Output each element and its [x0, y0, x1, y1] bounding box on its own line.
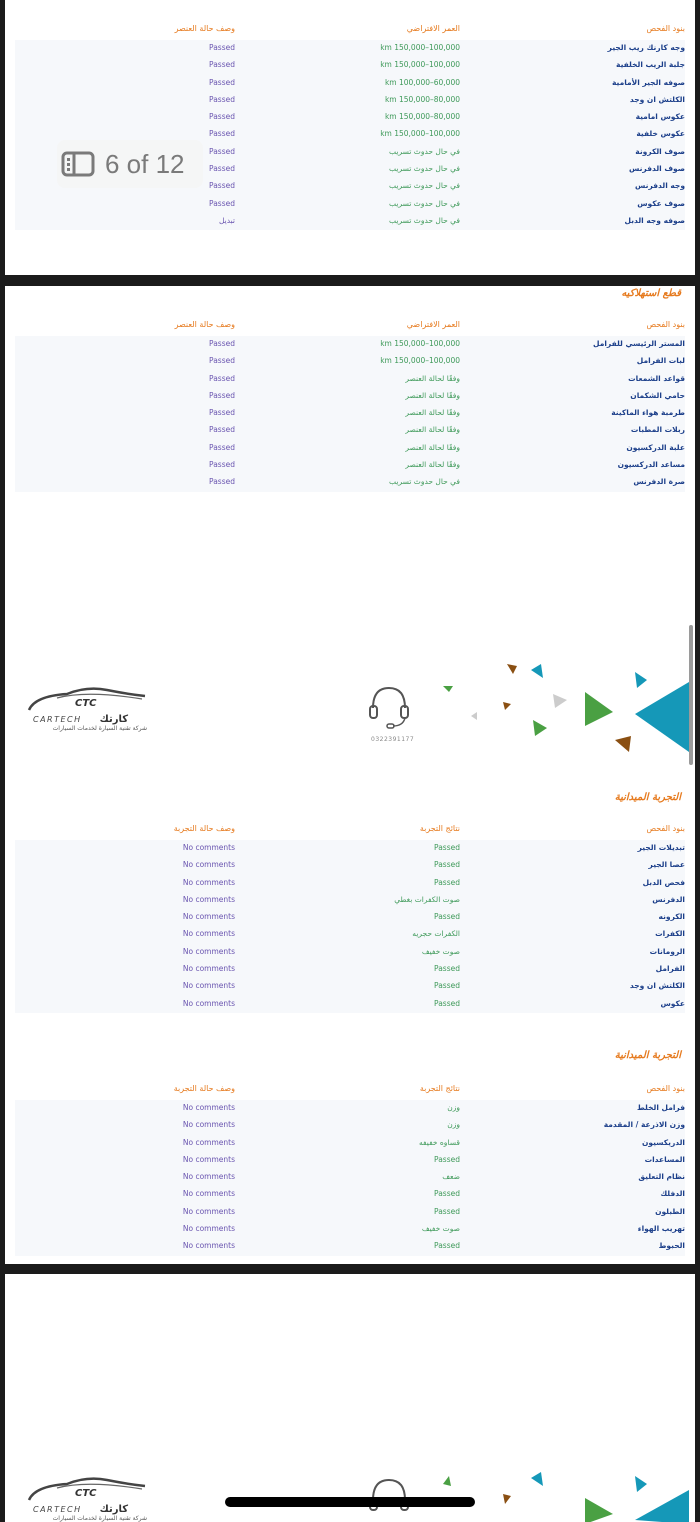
cell-status: No comments	[182, 998, 235, 1008]
cell-status: Passed	[209, 43, 235, 52]
header-item: بنود الفحص	[646, 24, 685, 33]
cell-item: الكرونه	[658, 912, 685, 922]
header-item: بنود الفحص	[646, 320, 685, 329]
cell-result: Passed	[434, 964, 460, 974]
cell-result: Passed	[434, 912, 460, 922]
cell-item: صوفه الجير الأمامية	[611, 77, 685, 87]
table-row	[15, 422, 685, 439]
cell-result: Passed	[434, 877, 460, 887]
cell-result: وزن	[447, 1103, 460, 1112]
cell-item: الدفرنس	[652, 894, 685, 904]
cell-item: صرة الدفرنس	[633, 477, 685, 487]
cell-item: الفرامل	[655, 964, 685, 974]
cell-life: km 150,000–100,000	[380, 129, 460, 139]
table-body	[15, 336, 685, 492]
cell-item: الطبلون	[655, 1206, 685, 1216]
cartech-logo	[27, 1474, 147, 1522]
cell-status: Passed	[209, 408, 235, 418]
table-row	[15, 1169, 685, 1186]
cell-status: No comments	[182, 981, 235, 991]
table-row	[15, 213, 685, 230]
table-header	[15, 1082, 685, 1100]
cell-life: وفقًا لحالة العنصر	[405, 408, 460, 418]
table-row	[15, 840, 685, 857]
cell-life: km 100,000–60,000	[384, 77, 460, 87]
table-row	[15, 57, 685, 74]
table-row	[15, 1100, 685, 1117]
cell-status: Passed	[209, 425, 235, 435]
header-item: بنود الفحص	[646, 824, 685, 833]
cell-item: عكوس خلفية	[636, 129, 685, 139]
cell-status: No comments	[182, 1206, 235, 1216]
page-indicator-label: 6 of 12	[105, 148, 185, 179]
cell-status: Passed	[209, 77, 235, 87]
header-part-status: وصف حالة العنصر	[174, 24, 235, 33]
cell-result: Passed	[434, 1154, 460, 1164]
cell-item: المستر الرئيسي للفرامل	[593, 339, 685, 348]
table-row	[15, 1117, 685, 1134]
cell-status: No comments	[182, 843, 235, 852]
cell-life: وفقًا لحالة العنصر	[405, 425, 460, 435]
table-row	[15, 996, 685, 1013]
cell-item: صوفه وجه الدبل	[624, 215, 685, 225]
header-test-status: وصف حالة التجربة	[173, 1084, 235, 1093]
table-row	[15, 1221, 685, 1238]
inspection-table-1	[15, 22, 685, 230]
table-row	[15, 1186, 685, 1203]
table-header	[15, 822, 685, 840]
cell-life: في حال حدوث تسريب	[389, 146, 460, 156]
report-page-1	[5, 0, 695, 275]
cell-result: Passed	[434, 981, 460, 991]
section-title-consumables: قطع استهلاكيه	[621, 288, 681, 299]
cell-item: الحبوط	[658, 1241, 685, 1251]
cell-result: Passed	[434, 860, 460, 870]
home-indicator[interactable]	[225, 1497, 475, 1507]
cell-status: No comments	[182, 877, 235, 887]
cell-item: تبديلات الجير	[637, 843, 685, 852]
decorative-triangles	[435, 1464, 695, 1522]
header-part-status: وصف حالة العنصر	[174, 320, 235, 329]
cell-result: صوت خفيف	[421, 946, 460, 956]
headset-icon	[365, 682, 413, 730]
cell-item: علبة الدركسيون	[626, 442, 685, 452]
cell-status: Passed	[209, 442, 235, 452]
table-row	[15, 196, 685, 213]
cell-life: وفقًا لحالة العنصر	[405, 442, 460, 452]
table-row	[15, 857, 685, 874]
cell-status: Passed	[209, 112, 235, 122]
cell-item: الرومانات	[649, 946, 685, 956]
report-page-2	[5, 286, 695, 1264]
cell-life: في حال حدوث تسريب	[389, 215, 460, 225]
table-row	[15, 474, 685, 491]
cell-life: في حال حدوث تسريب	[389, 477, 460, 487]
header-test-result: نتائج التجربة	[419, 1084, 460, 1093]
table-row	[15, 109, 685, 126]
cell-status: Passed	[209, 129, 235, 139]
cell-item: حامي الشكمان	[630, 390, 685, 400]
cell-item: عكوس	[660, 998, 685, 1008]
support-phone: 0322391177	[371, 736, 415, 743]
cell-item: صوف الكرونة	[635, 146, 685, 156]
cell-status: Passed	[209, 94, 235, 104]
header-expected-life: العمر الافتراضي	[406, 320, 460, 329]
cell-result: Passed	[434, 1189, 460, 1199]
cell-result: ضعف	[442, 1172, 460, 1182]
cell-item: ربلات المطبات	[630, 425, 685, 435]
table-row	[15, 944, 685, 961]
cell-status: No comments	[182, 1154, 235, 1164]
cell-result: قساوه خفيفه	[418, 1137, 460, 1147]
cell-status: No comments	[182, 1224, 235, 1234]
table-row	[15, 926, 685, 943]
report-page-3	[5, 1274, 695, 1522]
table-row	[15, 1135, 685, 1152]
cell-item: فحص الدبل	[642, 877, 685, 887]
cell-status: No comments	[182, 964, 235, 974]
cell-item: الكلتش ان وجد	[629, 981, 685, 991]
cell-item: جلبة الريب الخلفية	[616, 60, 685, 70]
cell-item: عصا الجير	[648, 860, 685, 870]
decorative-triangles	[435, 656, 695, 756]
cell-item: فرامل الخلط	[637, 1103, 685, 1112]
table-row	[15, 457, 685, 474]
cell-status: Passed	[209, 460, 235, 470]
cell-result: وزن	[447, 1120, 460, 1130]
header-item: بنود الفحص	[646, 1084, 685, 1093]
cell-result: صوت الكفرات بغطي	[394, 894, 460, 904]
cell-life: km 150,000–100,000	[380, 43, 460, 52]
table-row	[15, 875, 685, 892]
cell-item: قواعد الشمعات	[628, 373, 685, 383]
table-row	[15, 388, 685, 405]
cell-result: Passed	[434, 998, 460, 1008]
logo-subtitle: شركة تقنية السيارة لخدمات السيارات	[52, 1515, 147, 1522]
scrollbar[interactable]	[689, 625, 693, 765]
cell-result: Passed	[434, 843, 460, 852]
table-header	[15, 22, 685, 40]
cell-life: في حال حدوث تسريب	[389, 181, 460, 191]
header-test-status: وصف حالة التجربة	[173, 824, 235, 833]
table-header	[15, 318, 685, 336]
table-row	[15, 961, 685, 978]
page-indicator[interactable]	[57, 140, 203, 188]
cell-status: No comments	[182, 929, 235, 939]
cell-item: مساعد الدركسيون	[617, 460, 685, 470]
car-silhouette-icon	[27, 684, 147, 714]
cell-item: الكلتش ان وجد	[629, 94, 685, 104]
cell-status: Passed	[209, 477, 235, 487]
cell-item: المساعدات	[644, 1154, 685, 1164]
cell-status: No comments	[182, 1189, 235, 1199]
table-row	[15, 440, 685, 457]
logo-ar: كارتك	[99, 714, 129, 725]
cell-status: Passed	[209, 356, 235, 366]
cell-status: Passed	[209, 373, 235, 383]
cell-item: صوف الدفرنس	[629, 164, 685, 174]
cell-item: الدفلك	[660, 1189, 685, 1199]
table-body	[15, 40, 685, 230]
cell-status: Passed	[209, 146, 235, 156]
cell-result: Passed	[434, 1206, 460, 1216]
cell-status: No comments	[182, 1103, 235, 1112]
svg-text:CTC: CTC	[75, 698, 97, 709]
cell-status: Passed	[209, 181, 235, 191]
cell-item: وزن الاذرعة / المقدمة	[603, 1120, 685, 1130]
cell-result: Passed	[434, 1241, 460, 1251]
table-row	[15, 978, 685, 995]
cell-result: الكفرات حجريه	[412, 929, 460, 939]
cell-item: نظام التعليق	[638, 1172, 685, 1182]
cell-item: تهريب الهواء	[637, 1224, 685, 1234]
cell-item: الدريكسيون	[641, 1137, 685, 1147]
cell-life: وفقًا لحالة العنصر	[405, 373, 460, 383]
logo-subtitle: شركة تقنية السيارة لخدمات السيارات	[52, 725, 147, 732]
logo-en: CARTECH	[33, 1505, 82, 1514]
cell-life: km 150,000–100,000	[380, 60, 460, 70]
cell-life: km 150,000–80,000	[384, 94, 460, 104]
table-row	[15, 1204, 685, 1221]
logo-en: CARTECH	[33, 715, 82, 724]
cell-life: km 150,000–80,000	[384, 112, 460, 122]
cell-status: Passed	[209, 339, 235, 348]
logo-ar: كارتك	[99, 1504, 129, 1515]
cell-item: عكوس امامية	[635, 112, 685, 122]
svg-text:CTC: CTC	[75, 1488, 97, 1499]
cell-status: No comments	[182, 1120, 235, 1130]
cell-status: No comments	[182, 860, 235, 870]
cartech-logo	[27, 684, 147, 732]
inspection-table-2	[15, 318, 685, 492]
table-row	[15, 75, 685, 92]
table-row	[15, 353, 685, 370]
cell-item: صوف عكوس	[637, 198, 685, 208]
cell-status: No comments	[182, 946, 235, 956]
section-title-field-test-2: التجربة الميدانية	[614, 1050, 681, 1061]
cell-status: تبديل	[218, 215, 235, 225]
cell-status: No comments	[182, 912, 235, 922]
cell-status: No comments	[182, 1137, 235, 1147]
header-test-result: نتائج التجربة	[419, 824, 460, 833]
cell-status: Passed	[209, 164, 235, 174]
table-body	[15, 840, 685, 1013]
test-drive-table-2	[15, 1082, 685, 1256]
cell-life: وفقًا لحالة العنصر	[405, 460, 460, 470]
test-drive-table-1	[15, 822, 685, 1013]
table-row	[15, 371, 685, 388]
cell-item: وجه كارنك ريب الجير	[607, 43, 685, 52]
cell-result: صوت خفيف	[421, 1224, 460, 1234]
cell-life: km 150,000–100,000	[380, 356, 460, 366]
sidebar-icon	[61, 151, 95, 177]
table-row	[15, 92, 685, 109]
cell-status: No comments	[182, 894, 235, 904]
cell-status: No comments	[182, 1241, 235, 1251]
cell-status: Passed	[209, 390, 235, 400]
cell-item: الكفرات	[655, 929, 685, 939]
table-row	[15, 909, 685, 926]
table-row	[15, 336, 685, 353]
cell-life: km 150,000–100,000	[380, 339, 460, 348]
table-row	[15, 40, 685, 57]
section-title-field-test: التجربة الميدانية	[614, 792, 681, 803]
cell-item: طرمبة هواء الماكينة	[611, 408, 685, 418]
cell-life: وفقًا لحالة العنصر	[405, 390, 460, 400]
table-body	[15, 1100, 685, 1256]
cell-item: وجه الدفرنس	[635, 181, 685, 191]
cell-item: لبات الفرامل	[636, 356, 685, 366]
table-row	[15, 405, 685, 422]
table-row	[15, 1238, 685, 1255]
cell-status: Passed	[209, 60, 235, 70]
table-row	[15, 892, 685, 909]
cell-life: في حال حدوث تسريب	[389, 164, 460, 174]
cell-life: في حال حدوث تسريب	[389, 198, 460, 208]
car-silhouette-icon	[27, 1474, 147, 1504]
cell-status: No comments	[182, 1172, 235, 1182]
cell-status: Passed	[209, 198, 235, 208]
header-expected-life: العمر الافتراضي	[406, 24, 460, 33]
table-row	[15, 1152, 685, 1169]
